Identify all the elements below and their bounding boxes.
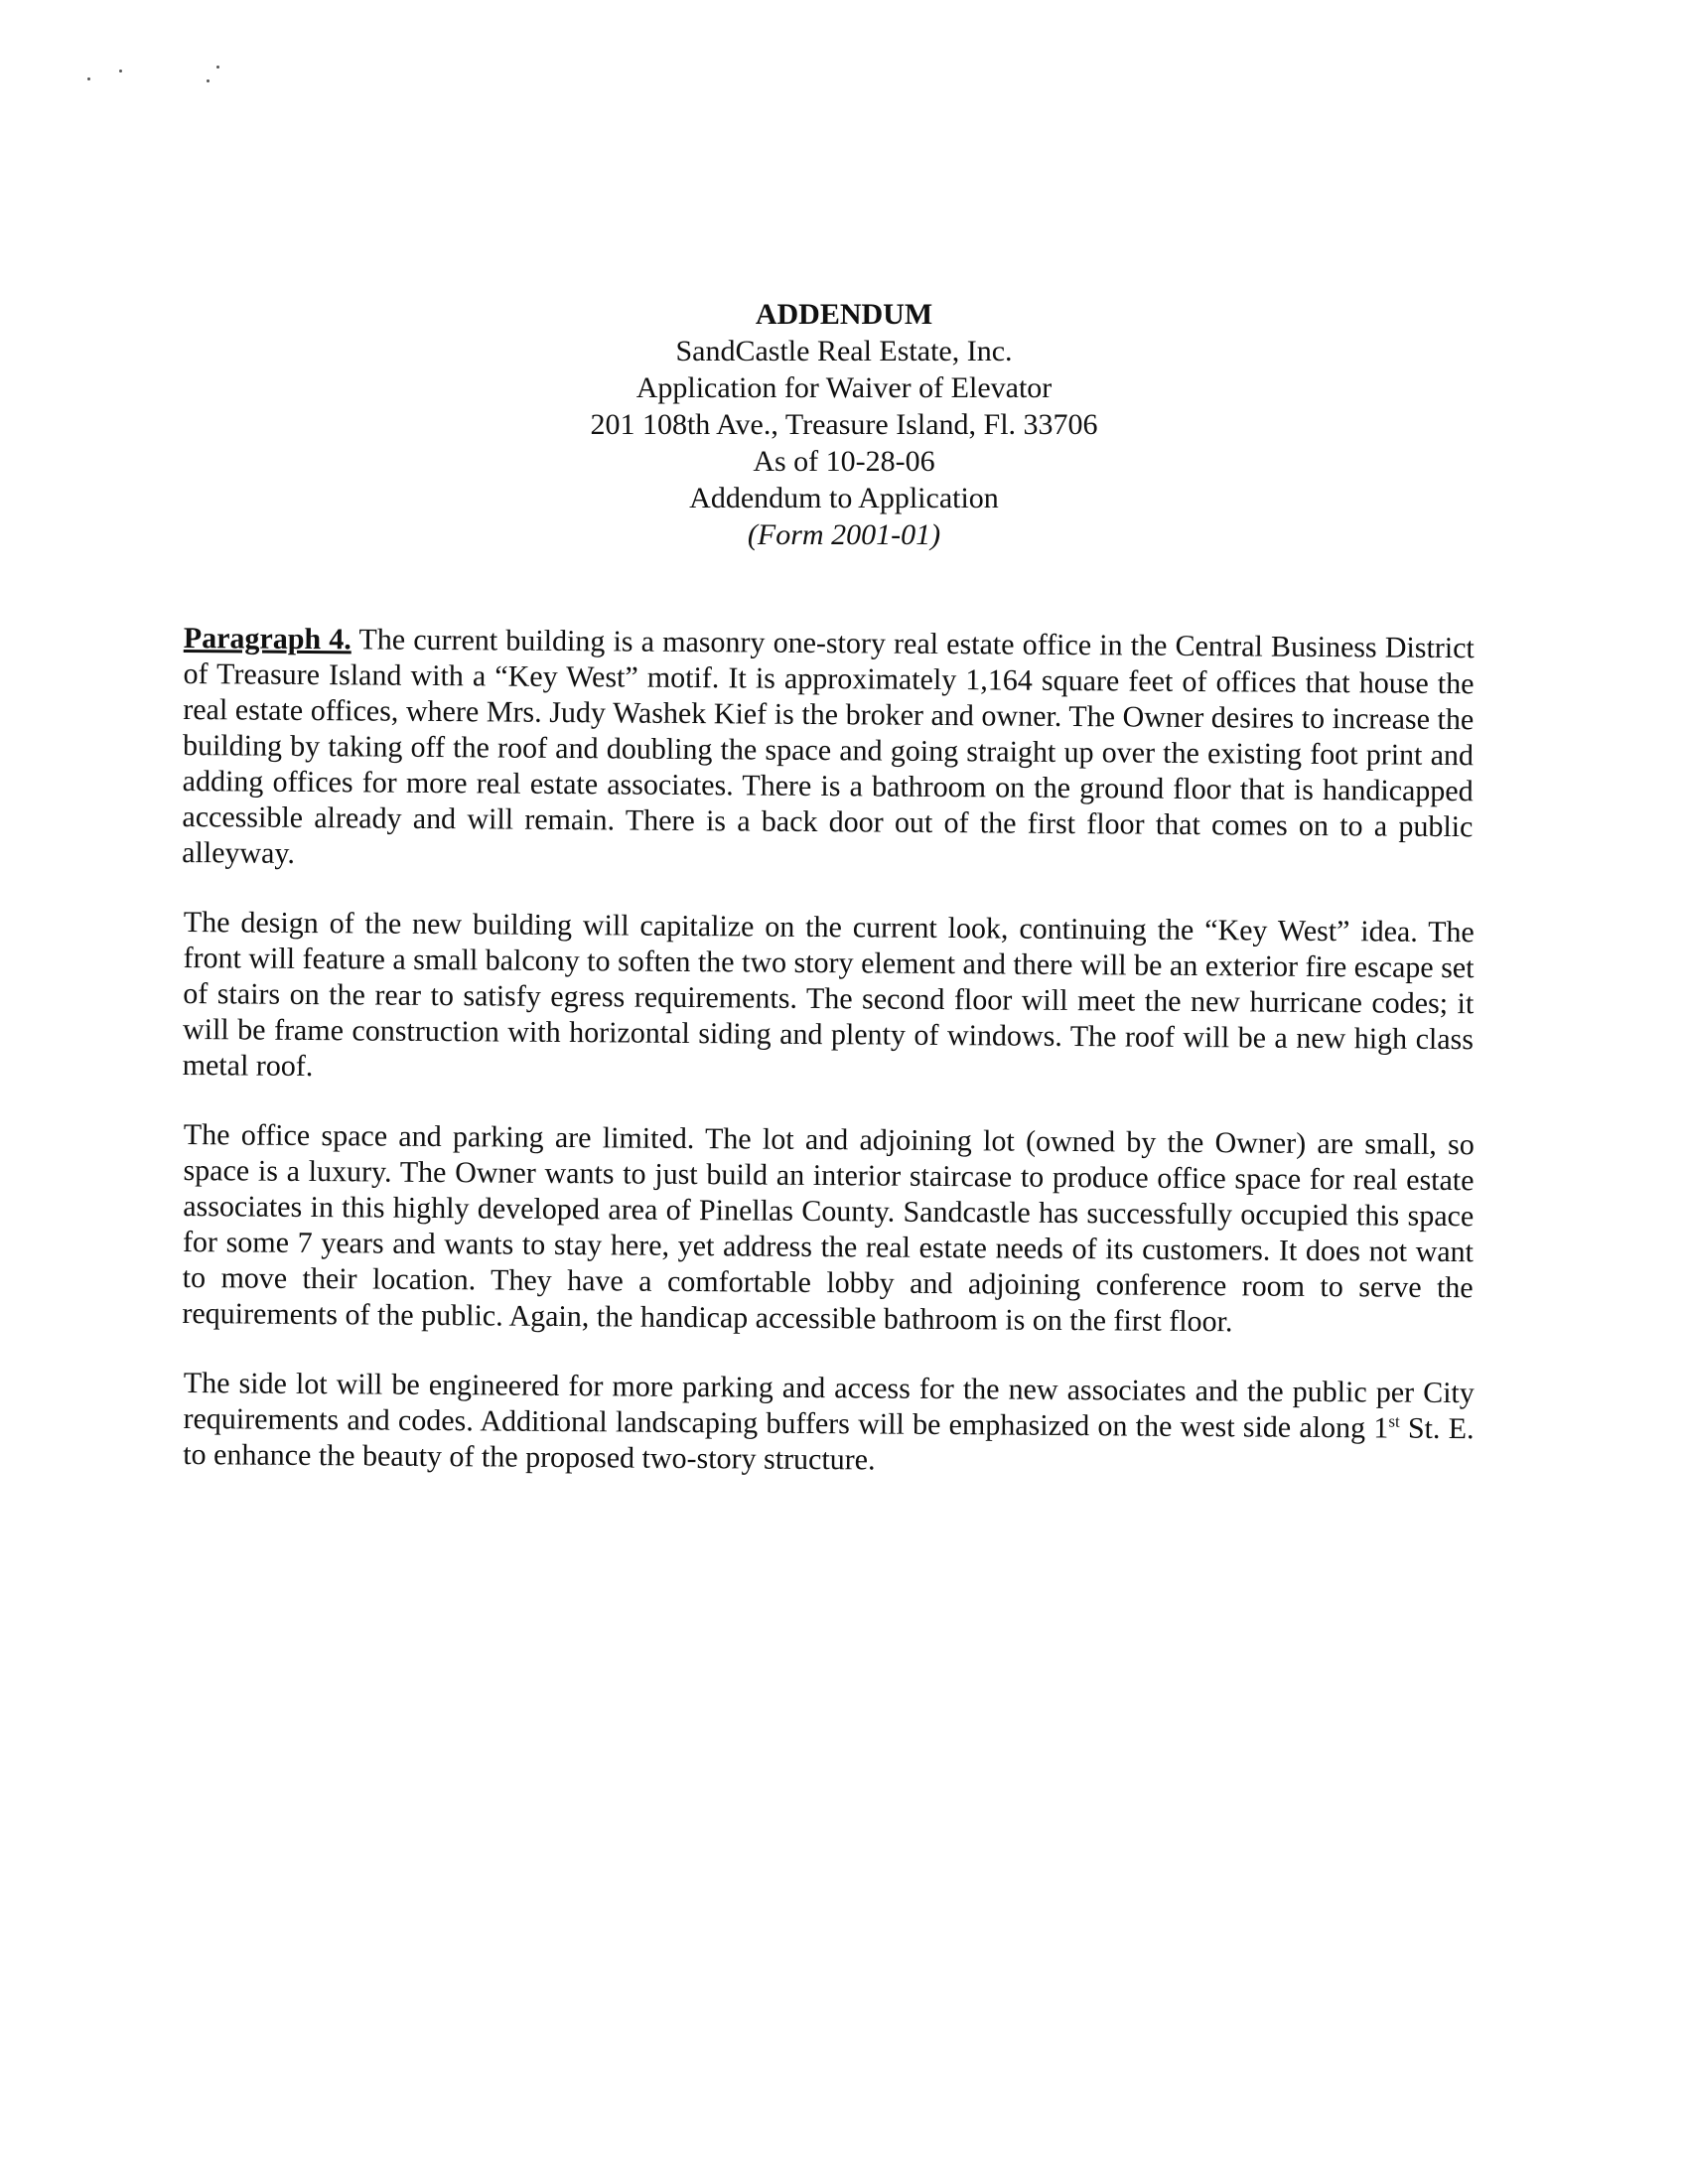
property-address: 201 108th Ave., Treasure Island, Fl. 33706 — [590, 408, 1098, 441]
document-header — [0, 296, 1688, 553]
ordinal-suffix: st — [1388, 1411, 1400, 1431]
paragraph-label: Paragraph 4. — [183, 621, 352, 656]
paragraph-text: The design of the new building will capitalize on the current look, continuing the “Key West” idea. The front will feature a small balcony to soften the two story element and there will be an exterior fire escape set of stairs on the rear to satisfy egress requirements. The second floor will meet the new hurricane codes; it will be frame construction with horizontal siding and plenty of windows. The roof will be a new high class metal roof. — [182, 906, 1475, 1084]
paragraph-text: The side lot will be engineered for more parking and access for the new associates and the public per City requirements and codes. Additional landscaping buffers will be emphasized on the west side along 1 — [183, 1367, 1475, 1445]
application-title: Application for Waiver of Elevator — [635, 371, 1053, 404]
addendum-subtitle: Addendum to Application — [689, 482, 999, 514]
as-of-date: As of 10-28-06 — [753, 445, 935, 478]
office-space-paragraph — [182, 1117, 1475, 1342]
paragraph-text: The office space and parking are limited. The lot and adjoining lot (owned by the Owner) are small, so space is a luxury. The Owner wants to just build an interior staircase to produce office space for real estate associates in this highly developed area of Pinellas County. Sandcastle has successfully occupied this space for some 7 years and wants to stay here, yet address the real estate needs of its customers. It does not want to move their location. They have a comfortable lobby and adjoining conference room to serve the requirements of the public. Again, the handicap accessible bathroom is on the first floor. — [182, 1118, 1475, 1339]
scan-speck — [119, 70, 122, 73]
form-reference: (Form 2001-01) — [747, 518, 941, 551]
paragraph-text: The current building is a masonry one-story real estate office in the Central Business District of Treasure Island with a “Key West” motif. It is approximately 1,164 square feet of offices that house the real estate offices, where Mrs. Judy Washek Kief is the broker and owner. The Owner desires to increase the building by taking off the roof and doubling the space and going straight up over the existing foot print and adding offices for more real estate associates. There is a bathroom on the ground floor that is handicapped accessible already and will remain. There is a back door out of the first floor that comes on to a public alleyway. — [182, 623, 1475, 870]
design-paragraph — [183, 905, 1475, 1093]
scan-speck — [207, 79, 210, 82]
document-body — [184, 621, 1475, 1507]
scan-speck — [216, 66, 219, 69]
side-lot-paragraph — [183, 1366, 1475, 1483]
scan-speck — [87, 77, 90, 80]
paragraph-text: St. E. to enhance the beauty of the proposed two-story structure. — [183, 1411, 1475, 1477]
paragraph-4 — [182, 621, 1475, 881]
company-name: SandCastle Real Estate, Inc. — [675, 335, 1013, 367]
document-title: ADDENDUM — [755, 298, 933, 331]
